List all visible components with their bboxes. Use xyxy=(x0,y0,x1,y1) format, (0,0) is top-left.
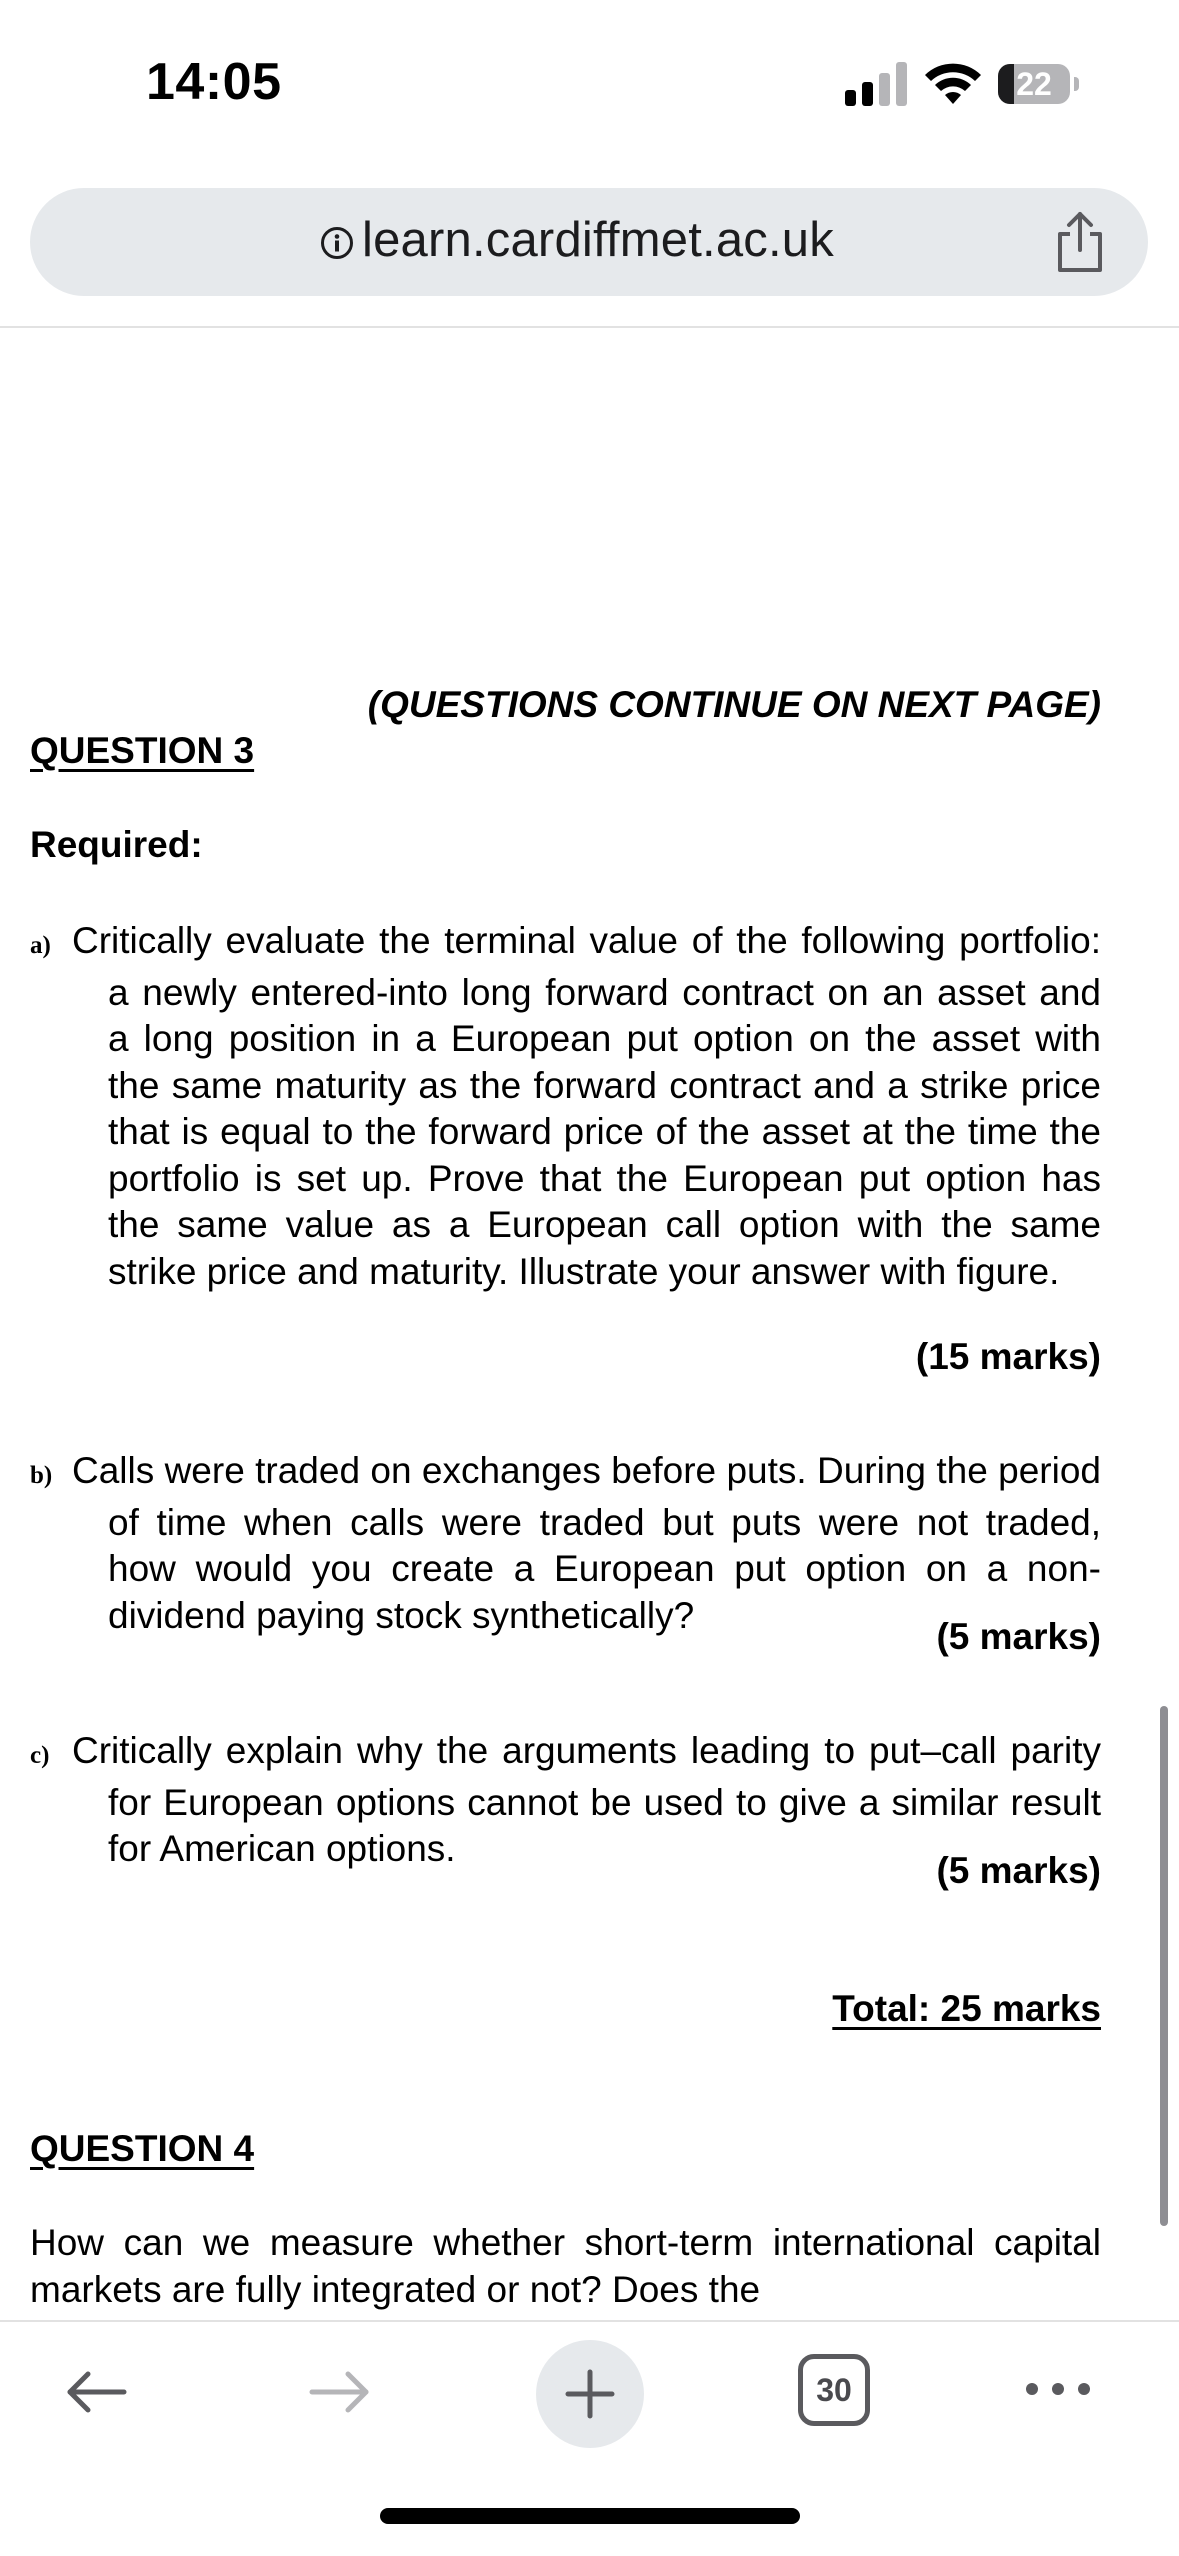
top-divider xyxy=(0,326,1179,328)
scrollbar[interactable] xyxy=(1160,1706,1168,2226)
question-3a-text: Critically evaluate the terminal value of the following portfolio: a newly entered-into long forward contract on an asset and a long position in a European put option on the asset with the same maturity as the forward contract and a strike price that is equal to the forward price of the asset at the time the portfolio is set up. Prove that the European put option has the same value as a European call option with the same strike price and maturity. Illustrate your answer with figure. xyxy=(72,920,1101,1292)
total-marks: Total: 25 marks xyxy=(832,1988,1101,2029)
site-info-icon[interactable] xyxy=(320,226,354,260)
question-3a xyxy=(30,918,1101,1295)
forward-arrow-icon[interactable] xyxy=(302,2354,378,2430)
back-arrow-icon[interactable] xyxy=(58,2354,134,2430)
document-page xyxy=(0,330,1179,2320)
question-3-heading: QUESTION 3 xyxy=(30,730,255,771)
url-text[interactable]: learn.cardiffmet.ac.uk xyxy=(362,213,834,267)
battery-level: 22 xyxy=(1016,66,1052,102)
new-tab-button[interactable] xyxy=(536,2340,644,2448)
question-3a-marks: (15 marks) xyxy=(915,1336,1101,1377)
status-bar xyxy=(0,0,1179,170)
plus-icon xyxy=(564,2368,616,2420)
item-letter-a: a) xyxy=(30,932,51,959)
question-3b-marks: (5 marks) xyxy=(936,1616,1101,1657)
question-3c-text: Critically explain why the arguments leading to put–call parity for European options cannot be used to give a similar result for American options. xyxy=(72,1730,1101,1869)
tab-count: 30 xyxy=(816,2372,852,2408)
battery-icon xyxy=(998,64,1080,104)
more-options-icon[interactable] xyxy=(1022,2374,1094,2404)
continue-note: (QUESTIONS CONTINUE ON NEXT PAGE) xyxy=(367,684,1101,725)
item-letter-b: b) xyxy=(30,1462,53,1489)
status-time: 14:05 xyxy=(146,53,282,111)
home-indicator xyxy=(380,2508,800,2524)
tabs-button[interactable] xyxy=(798,2354,870,2426)
share-icon[interactable] xyxy=(1050,210,1110,276)
question-4-heading: QUESTION 4 xyxy=(30,2128,255,2169)
wifi-icon xyxy=(922,60,984,106)
cellular-signal-icon xyxy=(845,62,907,106)
question-3b-text: Calls were traded on exchanges before puts. During the period of time when calls were traded but puts were not traded, how would you create a European put option on a non-dividend paying stock synthetically? xyxy=(72,1450,1101,1636)
question-4-text: How can we measure whether short-term international capital markets are fully integrated or not? Does the xyxy=(30,2222,1101,2310)
question-3c-marks: (5 marks) xyxy=(936,1850,1101,1891)
item-letter-c: c) xyxy=(30,1742,50,1769)
required-label: Required: xyxy=(30,824,203,865)
question-3b xyxy=(30,1448,1101,1639)
address-bar[interactable] xyxy=(30,188,1148,296)
